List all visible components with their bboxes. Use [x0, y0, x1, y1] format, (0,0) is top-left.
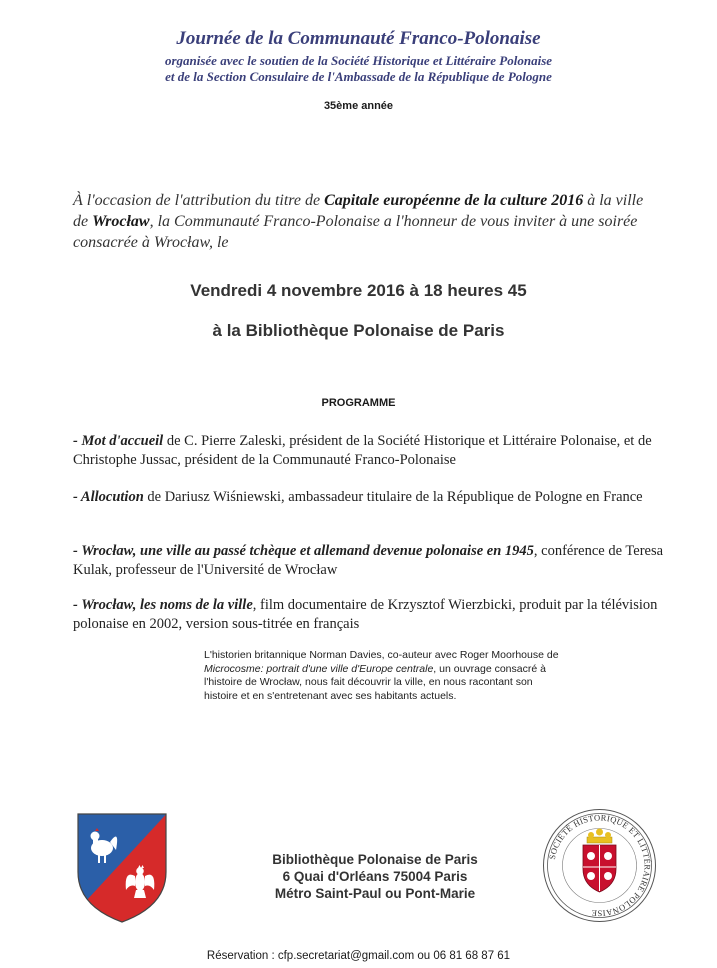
address-line-3: Métro Saint-Paul ou Pont-Marie [274, 886, 476, 901]
invitation-text [73, 190, 658, 253]
address-line-1: Bibliothèque Polonaise de Paris [272, 852, 478, 867]
programme-item-text: de C. Pierre Zaleski, président de la Société Historique et Littéraire Polonaise, et de Christophe Jussac, président de la Communauté Franco-Polonaise [73, 433, 652, 468]
organizer-line-2: et de la Section Consulaire de l'Ambassade de la République de Pologne [165, 69, 552, 84]
film-description [204, 649, 564, 703]
intro-part-2: à la ville de [73, 192, 644, 230]
note-part-2: , un ouvrage consacré à l'histoire de Wrocław, nous fait découvrir la ville, en nous racontant son histoire et en s'entretenant avec ses habitants actuels. [204, 662, 546, 702]
programme-item-text: , conférence de Teresa Kulak, professeur de l'Université de Wrocław [73, 543, 664, 578]
programme-item-title: - Wrocław, une ville au passé tchèque et allemand devenue polonaise en 1945 [73, 543, 534, 559]
reservation-info: Réservation : cfp.secretariat@gmail.com ou 06 81 68 87 61 [206, 950, 511, 962]
programme-item [73, 488, 673, 507]
seal-inscription: SOCIÉTÉ HISTORIQUE ET LITTÉRAIRE POLONAISE [546, 812, 653, 919]
franco-polish-crest-icon [74, 810, 170, 924]
address-line-2: 6 Quai d'Orléans 75004 Paris [282, 869, 468, 884]
programme-item-text: de Dariusz Wiśniewski, ambassadeur titulaire de la République de Pologne en France [143, 489, 643, 505]
event-title: Journée de la Communauté Franco-Polonaise [176, 28, 541, 49]
capital-title: Capitale européenne de la culture 2016 [324, 192, 584, 209]
note-part-1: L'historien britannique Norman Davies, co-auteur avec Roger Moorhouse de [204, 649, 559, 661]
programme-item-title: - Wrocław, les noms de la ville [73, 597, 253, 613]
programme-item [73, 542, 673, 580]
event-place: à la Bibliothèque Polonaise de Paris [212, 321, 505, 340]
programme-item [73, 596, 673, 634]
intro-part-3: , la Communauté Franco-Polonaise a l'honneur de vous inviter à une soirée consacrée à Wrocław, le [73, 213, 638, 251]
organizer-line-1: organisée avec le soutien de la Société Historique et Littéraire Polonaise [164, 53, 553, 68]
programme-item [73, 432, 673, 470]
venue-address [220, 851, 530, 902]
intro-part-1: À l'occasion de l'attribution du titre de [73, 192, 325, 209]
programme-item-title: - Mot d'accueil [73, 433, 164, 449]
edition-year: 35ème année [323, 100, 394, 112]
book-title: Microcosme: portrait d'une ville d'Europe centrale [204, 662, 434, 675]
society-seal-icon [541, 807, 658, 924]
programme-item-title: - Allocution [73, 489, 144, 505]
city-name: Wrocław [92, 213, 150, 230]
programme-heading: PROGRAMME [321, 397, 396, 409]
event-date: Vendredi 4 novembre 2016 à 18 heures 45 [190, 281, 527, 300]
programme-item-text: , film documentaire de Krzysztof Wierzbicki, produit par la télévision polonaise en 2002, version sous-titrée en français [73, 597, 658, 632]
